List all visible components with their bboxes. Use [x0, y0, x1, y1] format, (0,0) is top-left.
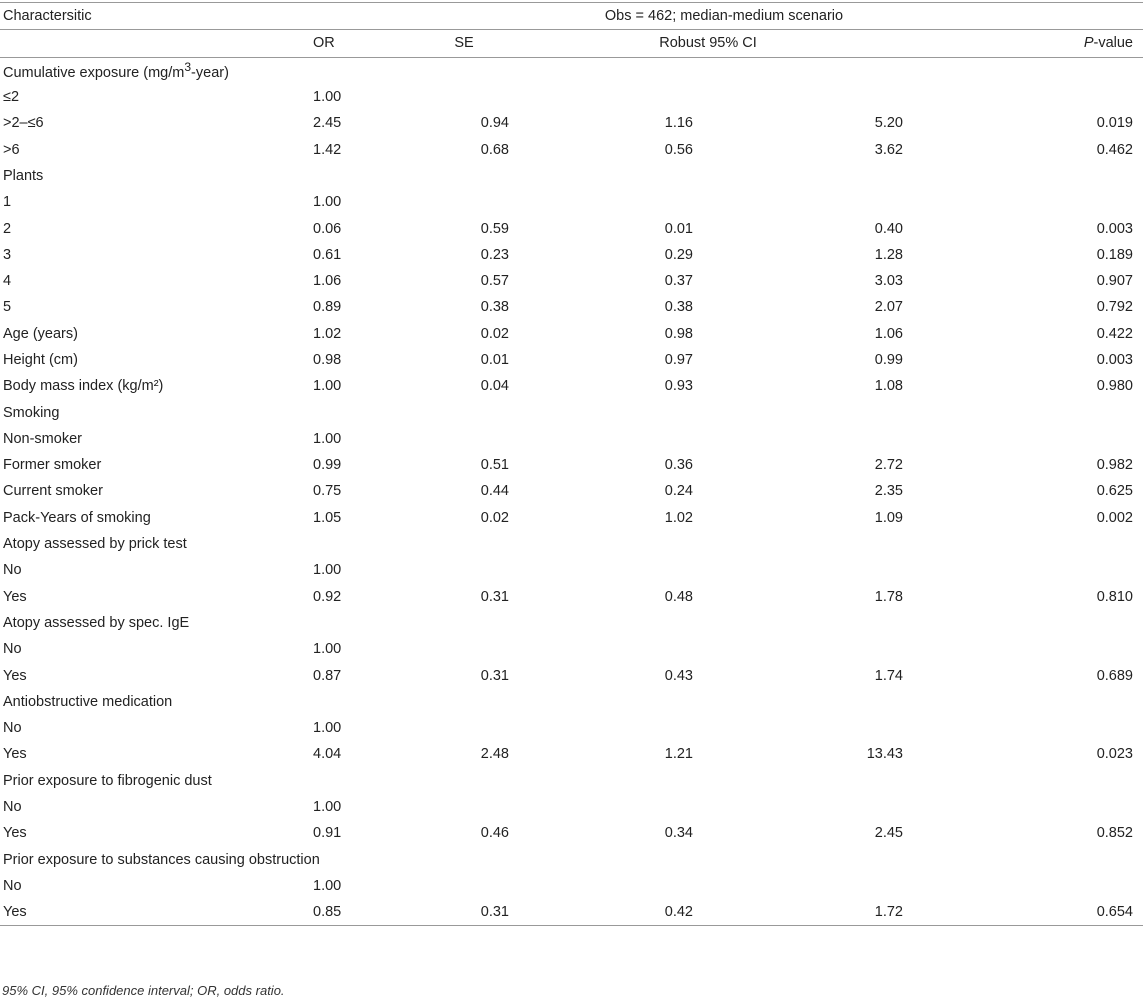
- ci-low-cell: 0.56: [664, 141, 693, 158]
- ci-low-cell: [513, 610, 693, 636]
- characteristic-label: Cumulative exposure (mg/m: [3, 65, 185, 82]
- ci-high-cell: [693, 610, 903, 636]
- ci-high-cell: 0.40: [874, 220, 903, 237]
- characteristic-label: Yes: [3, 667, 27, 684]
- p-value-cell: [903, 847, 1143, 873]
- characteristic-cell: [0, 820, 305, 846]
- ci-high-cell: [693, 847, 903, 873]
- section-header-row: [0, 847, 1143, 873]
- ci-low-cell: 0.93: [664, 378, 693, 395]
- or-cell: [305, 57, 415, 84]
- p-value-cell: 0.023: [1096, 746, 1133, 763]
- ci-low-cell: [513, 557, 693, 583]
- ci-low-cell: [513, 715, 693, 741]
- table-row: [0, 794, 1143, 820]
- or-cell: 0.85: [305, 899, 415, 926]
- p-value-cell: 0.810: [1096, 588, 1133, 605]
- characteristic-cell: [0, 478, 305, 504]
- ci-low-cell: 0.48: [664, 588, 693, 605]
- p-value-cell: [903, 794, 1143, 820]
- characteristic-label: >2–≤6: [3, 115, 44, 132]
- se-cell: [415, 57, 513, 84]
- characteristic-label-suffix: -year): [191, 65, 229, 82]
- ci-low-cell: 0.29: [664, 246, 693, 263]
- se-cell: 0.51: [480, 457, 509, 474]
- ci-header: Robust 95% CI: [513, 30, 903, 57]
- table-body: [0, 57, 1143, 926]
- se-cell: 2.48: [480, 746, 509, 763]
- section-header-row: [0, 610, 1143, 636]
- ci-high-cell: [693, 768, 903, 794]
- characteristic-cell: [0, 899, 305, 926]
- characteristic-label: Prior exposure to fibrogenic dust: [3, 772, 212, 789]
- characteristic-cell: [0, 242, 305, 268]
- p-value-cell: [903, 636, 1143, 662]
- characteristic-label: Pack-Years of smoking: [3, 509, 151, 526]
- se-cell: 0.31: [480, 588, 509, 605]
- se-cell: [415, 610, 513, 636]
- ci-low-cell: 0.34: [664, 825, 693, 842]
- characteristic-label: No: [3, 562, 22, 579]
- section-header-row: [0, 531, 1143, 557]
- ci-low-cell: 0.36: [664, 457, 693, 474]
- characteristic-superscript: 3: [184, 60, 192, 75]
- p-value-cell: 0.003: [1096, 352, 1133, 368]
- table-row: [0, 820, 1143, 846]
- characteristic-label: Age (years): [3, 325, 78, 342]
- or-cell: [305, 689, 415, 715]
- section-header-row: [0, 163, 1143, 189]
- table-row: [0, 347, 1143, 373]
- characteristic-cell: [0, 741, 305, 767]
- characteristic-label: Antiobstructive medication: [3, 693, 173, 710]
- or-cell: 0.99: [313, 457, 342, 474]
- section-header-row: [0, 399, 1143, 425]
- header-row-1: [0, 3, 1143, 30]
- p-value-cell: 0.792: [1096, 299, 1133, 316]
- p-value-cell: [903, 768, 1143, 794]
- ci-high-cell: [693, 794, 903, 820]
- section-header-row: [0, 689, 1143, 715]
- ci-high-cell: 1.06: [874, 325, 903, 342]
- section-header-row: [0, 57, 1143, 84]
- ci-low-cell: [513, 531, 693, 557]
- characteristic-label: Body mass index (kg/m²): [3, 378, 164, 395]
- p-value-cell: [903, 57, 1143, 84]
- ci-high-cell: [693, 84, 903, 110]
- table-row: [0, 136, 1143, 162]
- table-row: [0, 110, 1143, 136]
- or-cell: 0.89: [313, 299, 342, 316]
- ci-high-cell: 1.78: [874, 588, 903, 605]
- characteristic-label: No: [3, 641, 22, 658]
- characteristic-cell: [0, 215, 305, 241]
- ci-high-cell: 1.09: [874, 509, 903, 526]
- characteristic-label: Height (cm): [3, 352, 78, 368]
- characteristic-cell: [0, 84, 305, 110]
- or-cell: 1.00: [313, 89, 342, 106]
- ci-low-cell: [513, 399, 693, 425]
- table-footnote: 95% CI, 95% confidence interval; OR, odds ratio.: [2, 983, 285, 998]
- se-cell: 0.59: [480, 220, 509, 237]
- characteristic-cell: [0, 873, 305, 899]
- ci-high-cell: [693, 426, 903, 452]
- p-value-cell: [903, 531, 1143, 557]
- or-cell: [305, 163, 415, 189]
- or-cell: [305, 531, 415, 557]
- characteristic-label: >6: [3, 141, 20, 158]
- ci-high-cell: [693, 557, 903, 583]
- ci-high-cell: 2.72: [874, 457, 903, 474]
- se-cell: 0.57: [480, 273, 509, 290]
- ci-low-cell: [513, 189, 693, 215]
- or-cell: 1.00: [313, 720, 342, 737]
- se-cell: [415, 557, 513, 583]
- ci-low-cell: [513, 57, 693, 84]
- se-cell: 0.02: [480, 325, 509, 342]
- p-value-cell: [903, 689, 1143, 715]
- characteristic-cell: [0, 294, 305, 320]
- table-row: [0, 189, 1143, 215]
- se-header: SE: [415, 30, 513, 57]
- table-row: [0, 268, 1143, 294]
- se-cell: [415, 873, 513, 899]
- ci-high-cell: [693, 57, 903, 84]
- ci-low-cell: 0.38: [664, 299, 693, 316]
- p-value-header-rest: -value: [1093, 35, 1133, 52]
- characteristic-cell: [0, 505, 305, 531]
- p-value-cell: 0.019: [1096, 115, 1133, 132]
- characteristic-cell: [0, 715, 305, 741]
- se-cell: 0.31: [415, 899, 513, 926]
- ci-low-cell: [513, 847, 693, 873]
- p-value-header-italic: P: [1083, 35, 1094, 52]
- p-value-cell: [903, 715, 1143, 741]
- characteristic-cell: [0, 136, 305, 162]
- characteristic-cell: [0, 557, 305, 583]
- se-cell: 0.01: [480, 352, 509, 368]
- p-value-cell: [903, 426, 1143, 452]
- ci-high-cell: 3.03: [874, 273, 903, 290]
- characteristic-label: No: [3, 877, 22, 894]
- results-table: [0, 2, 1143, 926]
- characteristic-label: No: [3, 799, 22, 816]
- empty-header-cell: [0, 30, 305, 57]
- p-value-cell: 0.422: [1096, 325, 1133, 342]
- ci-low-cell: 0.98: [664, 325, 693, 342]
- table-row: [0, 215, 1143, 241]
- characteristic-cell: [0, 794, 305, 820]
- table-row: [0, 899, 1143, 926]
- characteristic-cell: [0, 373, 305, 399]
- table-row: [0, 505, 1143, 531]
- characteristic-label: ≤2: [3, 89, 20, 106]
- table-row: [0, 741, 1143, 767]
- characteristic-header: Charactersitic: [0, 3, 305, 30]
- or-cell: 1.42: [313, 141, 342, 158]
- section-header-row: [0, 768, 1143, 794]
- table-row: [0, 452, 1143, 478]
- characteristic-label: 4: [3, 273, 12, 290]
- ci-high-cell: 3.62: [874, 141, 903, 158]
- p-value-cell: [903, 189, 1143, 215]
- ci-high-cell: [693, 531, 903, 557]
- p-value-cell: 0.852: [1096, 825, 1133, 842]
- characteristic-cell: [0, 163, 305, 189]
- se-cell: 0.94: [480, 115, 509, 132]
- p-value-cell: [903, 84, 1143, 110]
- se-cell: [415, 163, 513, 189]
- characteristic-label: Yes: [3, 588, 27, 605]
- ci-high-cell: [693, 715, 903, 741]
- characteristic-label: Smoking: [3, 404, 60, 421]
- or-cell: 1.05: [313, 509, 342, 526]
- characteristic-label: Current smoker: [3, 483, 103, 500]
- ci-high-cell: 13.43: [866, 746, 903, 763]
- ci-high-cell: 2.35: [874, 483, 903, 500]
- ci-low-cell: [513, 768, 693, 794]
- or-cell: [305, 768, 415, 794]
- characteristic-label: 3: [3, 246, 12, 263]
- characteristic-cell: [0, 268, 305, 294]
- characteristic-cell: [0, 452, 305, 478]
- characteristic-label: Prior exposure to substances causing obstruction: [3, 851, 320, 868]
- characteristic-cell: [0, 321, 305, 347]
- or-cell: 0.87: [313, 667, 342, 684]
- ci-high-cell: 5.20: [874, 115, 903, 132]
- ci-low-cell: [513, 873, 693, 899]
- ci-high-cell: 1.74: [874, 667, 903, 684]
- p-value-cell: 0.625: [1096, 483, 1133, 500]
- or-cell: 1.00: [313, 430, 342, 447]
- or-cell: 1.00: [313, 562, 342, 579]
- or-cell: 0.75: [313, 483, 342, 500]
- or-cell: 0.06: [313, 220, 342, 237]
- ci-low-cell: 0.37: [664, 273, 693, 290]
- ci-high-cell: [693, 689, 903, 715]
- ci-high-cell: 0.99: [874, 352, 903, 368]
- ci-high-cell: [693, 163, 903, 189]
- se-cell: [415, 399, 513, 425]
- or-cell: [305, 847, 415, 873]
- table-row: [0, 321, 1143, 347]
- ci-high-cell: 2.07: [874, 299, 903, 316]
- characteristic-label: 5: [3, 299, 12, 316]
- se-cell: 0.68: [480, 141, 509, 158]
- characteristic-label: Former smoker: [3, 457, 102, 474]
- p-value-cell: [903, 399, 1143, 425]
- se-cell: [415, 847, 513, 873]
- se-cell: [415, 84, 513, 110]
- ci-low-cell: [513, 794, 693, 820]
- ci-low-cell: [513, 689, 693, 715]
- ci-low-cell: 0.97: [664, 352, 693, 368]
- se-cell: 0.46: [480, 825, 509, 842]
- table-row: [0, 584, 1143, 610]
- or-cell: 0.91: [313, 825, 342, 842]
- characteristic-label: Atopy assessed by prick test: [3, 536, 187, 553]
- p-value-cell: [903, 610, 1143, 636]
- se-cell: [415, 768, 513, 794]
- ci-low-cell: [513, 84, 693, 110]
- ci-high-cell: 2.45: [874, 825, 903, 842]
- characteristic-cell: [0, 768, 305, 794]
- p-value-cell: 0.002: [1096, 509, 1133, 526]
- ci-low-cell: 0.43: [664, 667, 693, 684]
- scenario-title: Obs = 462; median-medium scenario: [305, 3, 1143, 30]
- ci-high-cell: 1.28: [874, 246, 903, 263]
- or-cell: 2.45: [313, 115, 342, 132]
- table-row: [0, 373, 1143, 399]
- table-row: [0, 294, 1143, 320]
- se-cell: 0.44: [480, 483, 509, 500]
- ci-low-cell: 0.42: [513, 899, 693, 926]
- se-cell: [415, 189, 513, 215]
- characteristic-cell: [0, 531, 305, 557]
- or-cell: 1.00: [313, 194, 342, 211]
- se-cell: 0.23: [480, 246, 509, 263]
- se-cell: [415, 715, 513, 741]
- characteristic-cell: [0, 584, 305, 610]
- characteristic-cell: [0, 426, 305, 452]
- table-row: [0, 715, 1143, 741]
- or-cell: 1.00: [313, 877, 342, 894]
- or-cell: 0.92: [313, 588, 342, 605]
- table-row: [0, 662, 1143, 688]
- or-cell: 0.98: [313, 352, 342, 368]
- ci-high-cell: [693, 873, 903, 899]
- characteristic-cell: [0, 662, 305, 688]
- se-cell: [415, 531, 513, 557]
- p-value-cell: [903, 873, 1143, 899]
- table-row: [0, 557, 1143, 583]
- characteristic-cell: [0, 110, 305, 136]
- table-row: [0, 426, 1143, 452]
- characteristic-cell: [0, 689, 305, 715]
- characteristic-cell: [0, 57, 305, 84]
- p-value-cell: 0.907: [1096, 273, 1133, 290]
- ci-high-cell: [693, 399, 903, 425]
- or-cell: 1.02: [313, 325, 342, 342]
- ci-low-cell: 1.02: [664, 509, 693, 526]
- p-value-cell: 0.003: [1096, 220, 1133, 237]
- ci-high-cell: 1.72: [693, 899, 903, 926]
- table-row: [0, 636, 1143, 662]
- p-value-cell: 0.462: [1096, 141, 1133, 158]
- p-value-cell: 0.982: [1096, 457, 1133, 474]
- ci-low-cell: 1.16: [664, 115, 693, 132]
- or-cell: 4.04: [313, 746, 342, 763]
- characteristic-cell: [0, 847, 320, 873]
- p-value-cell: 0.654: [903, 899, 1143, 926]
- ci-low-cell: [513, 636, 693, 662]
- or-cell: 1.00: [313, 378, 342, 395]
- or-cell: 1.00: [313, 799, 342, 816]
- se-cell: 0.38: [480, 299, 509, 316]
- ci-low-cell: [513, 426, 693, 452]
- ci-high-cell: [693, 189, 903, 215]
- p-value-header: [903, 30, 1143, 57]
- p-value-cell: [903, 163, 1143, 189]
- characteristic-cell: [0, 399, 305, 425]
- p-value-cell: 0.689: [1096, 667, 1133, 684]
- characteristic-cell: [0, 347, 305, 373]
- characteristic-label: 1: [3, 194, 12, 211]
- characteristic-cell: [0, 189, 305, 215]
- characteristic-cell: [0, 636, 305, 662]
- se-cell: 0.04: [480, 378, 509, 395]
- ci-low-cell: 1.21: [664, 746, 693, 763]
- or-cell: 1.06: [313, 273, 342, 290]
- characteristic-label: Non-smoker: [3, 430, 82, 447]
- se-cell: [415, 636, 513, 662]
- characteristic-label: Yes: [3, 904, 27, 921]
- or-header: OR: [305, 30, 415, 57]
- characteristic-label: 2: [3, 220, 12, 237]
- header-row-2: [0, 30, 1143, 57]
- p-value-cell: 0.980: [1096, 378, 1133, 395]
- se-cell: [415, 794, 513, 820]
- ci-high-cell: [693, 636, 903, 662]
- se-cell: [415, 689, 513, 715]
- p-value-cell: 0.189: [1096, 246, 1133, 263]
- ci-low-cell: 0.24: [664, 483, 693, 500]
- ci-low-cell: [513, 163, 693, 189]
- ci-low-cell: 0.01: [664, 220, 693, 237]
- characteristic-label: Yes: [3, 746, 27, 763]
- characteristic-label: Atopy assessed by spec. IgE: [3, 614, 190, 631]
- se-cell: 0.02: [480, 509, 509, 526]
- or-cell: [305, 610, 415, 636]
- or-cell: [305, 399, 415, 425]
- or-cell: 0.61: [313, 246, 342, 263]
- p-value-cell: [903, 557, 1143, 583]
- se-cell: [415, 426, 513, 452]
- ci-high-cell: 1.08: [874, 378, 903, 395]
- table-row: [0, 242, 1143, 268]
- se-cell: 0.31: [480, 667, 509, 684]
- or-cell: 1.00: [313, 641, 342, 658]
- table-row: [0, 84, 1143, 110]
- characteristic-cell: [0, 610, 305, 636]
- table-row: [0, 478, 1143, 504]
- characteristic-label: Plants: [3, 167, 44, 184]
- table-row: [0, 873, 1143, 899]
- characteristic-label: No: [3, 720, 22, 737]
- characteristic-label: Yes: [3, 825, 27, 842]
